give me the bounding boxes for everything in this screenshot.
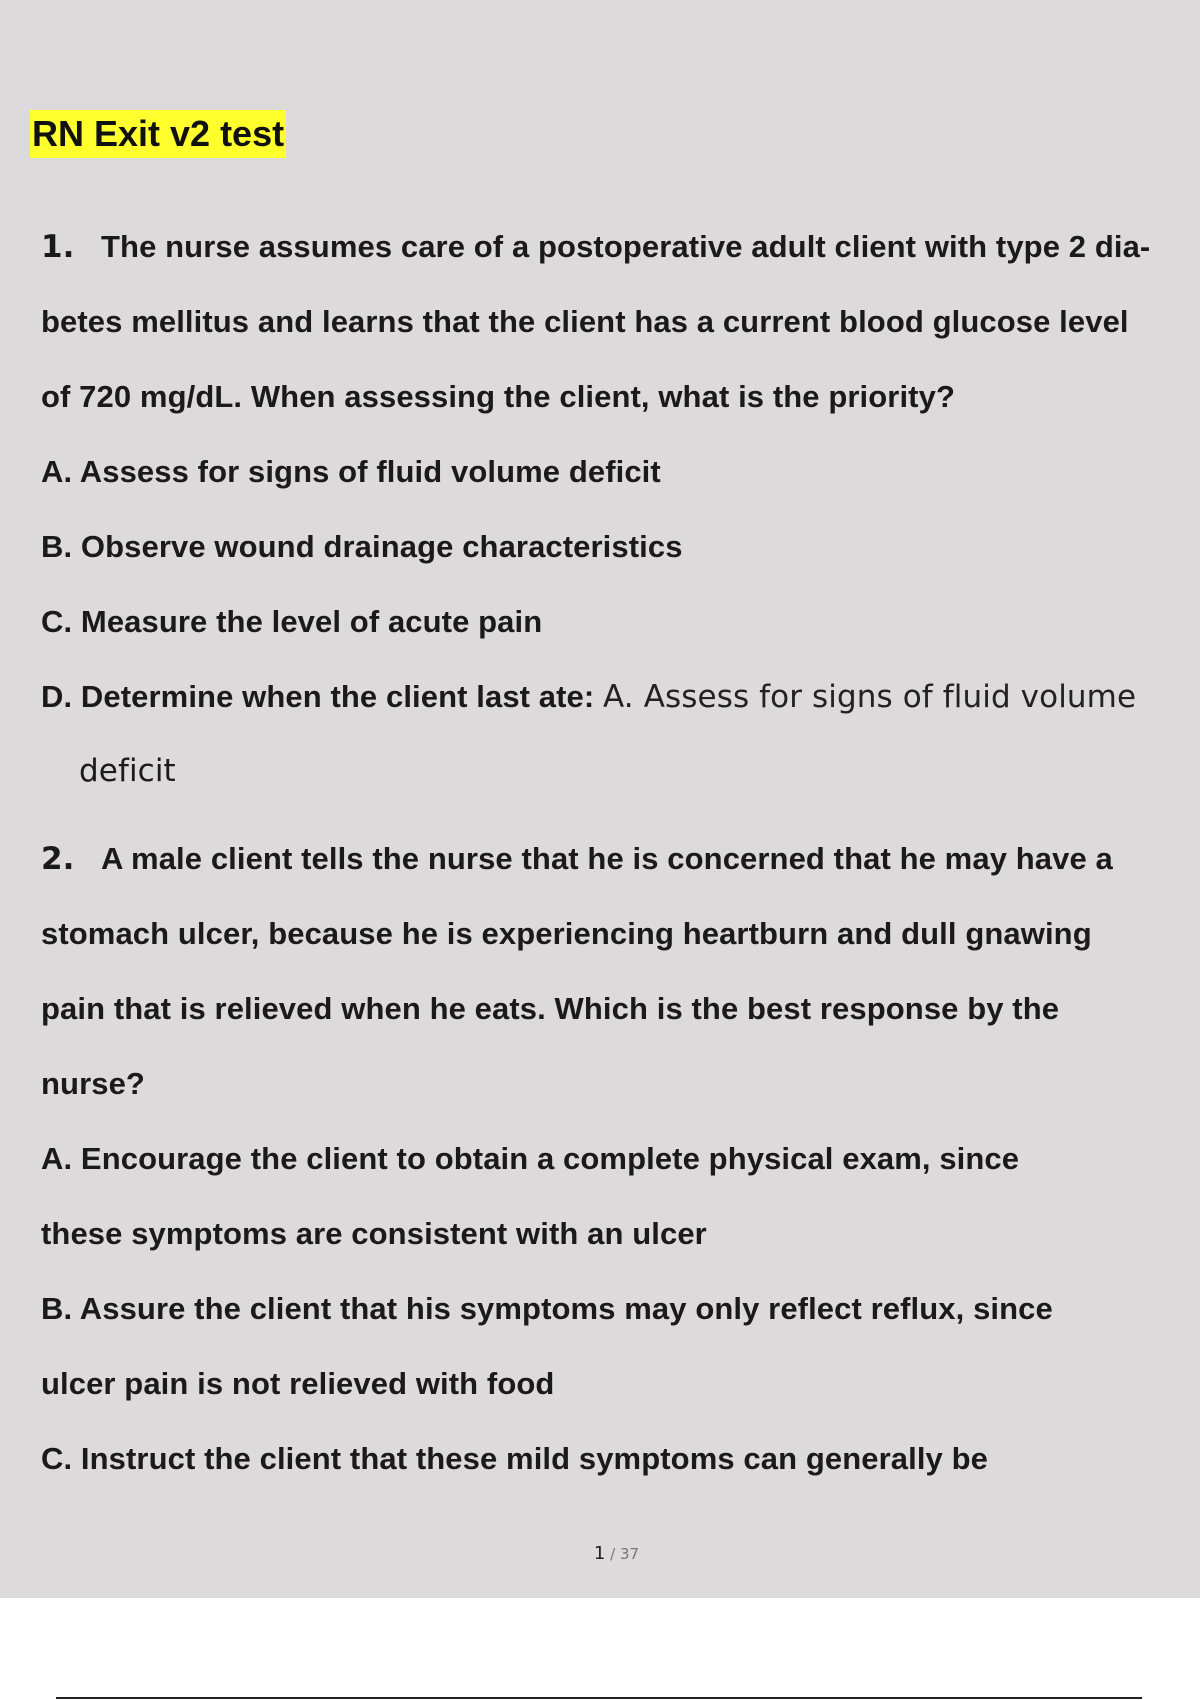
question-stem-text: A male client tells the nurse that he is concerned that he may have a	[101, 841, 1113, 876]
document-title: RN Exit v2 test	[30, 110, 286, 158]
question-stem-line: stomach ulcer, because he is experiencing heartburn and dull gnawing	[41, 916, 1092, 951]
document-content	[41, 209, 1191, 1496]
question-2	[41, 821, 1191, 1496]
question-stem-line	[41, 821, 1191, 896]
question-stem-text: The nurse assumes care of a postoperative adult client with type 2 dia-	[101, 229, 1151, 264]
answer-option-line: ulcer pain is not relieved with food	[41, 1366, 555, 1401]
page-total: / 37	[605, 1545, 640, 1563]
question-stem-line: pain that is relieved when he eats. Which is the best response by the	[41, 991, 1060, 1026]
question-stem-line	[41, 209, 1191, 284]
answer-option-line: B. Assure the client that his symptoms may only reflect reflux, since	[41, 1291, 1053, 1326]
question-number: 2.	[41, 841, 75, 877]
answer-option-line: A. Encourage the client to obtain a complete physical exam, since	[41, 1141, 1020, 1176]
page-indicator	[0, 1543, 1200, 1564]
question-stem-line: betes mellitus and learns that the client has a current blood glucose level	[41, 304, 1129, 339]
answer-option-line	[41, 659, 1191, 734]
question-number: 1.	[41, 229, 75, 265]
page-divider	[56, 1697, 1142, 1699]
question-1	[41, 209, 1191, 809]
answer-option: B. Observe wound drainage characteristics	[41, 529, 683, 564]
answer-option-line: these symptoms are consistent with an ulcer	[41, 1216, 707, 1251]
answer-option-text: D. Determine when the client last ate:	[41, 679, 595, 714]
answer-option: A. Assess for signs of fluid volume deficit	[41, 454, 661, 489]
answer-option: C. Measure the level of acute pain	[41, 604, 543, 639]
answer-option-line: C. Instruct the client that these mild symptoms can generally be	[41, 1441, 988, 1476]
correct-answer-continuation: deficit	[79, 753, 176, 789]
correct-answer: A. Assess for signs of fluid volume	[603, 679, 1137, 715]
question-stem-line: nurse?	[41, 1066, 145, 1101]
page-current: 1	[593, 1543, 606, 1564]
question-stem-line: of 720 mg/dL. When assessing the client, what is the priority?	[41, 379, 955, 414]
